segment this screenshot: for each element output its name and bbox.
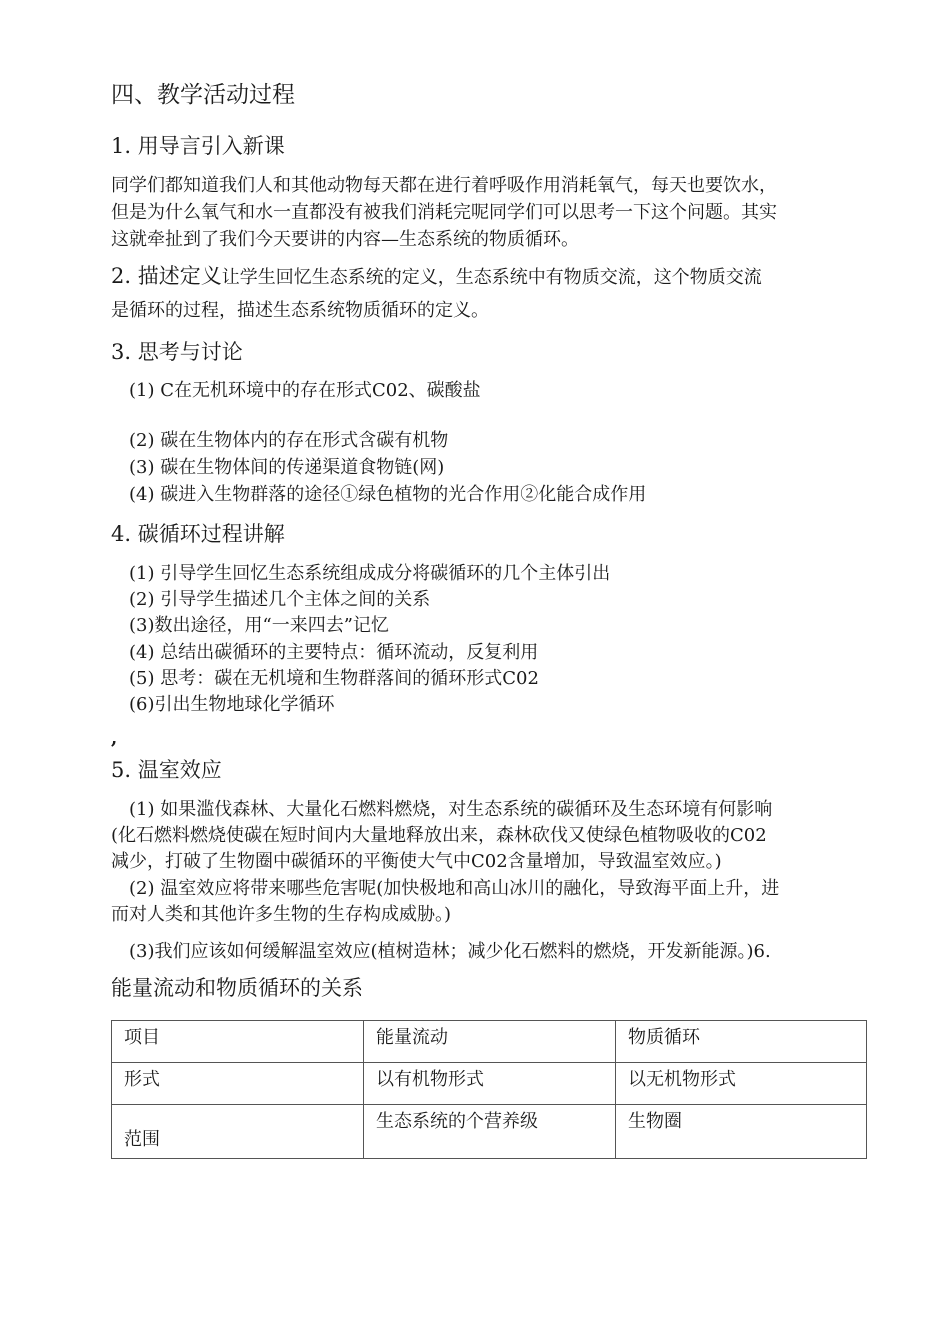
paragraph-1-line-3: 这就牵扯到了我们今天要讲的内容—生态系统的物质循环。 bbox=[111, 229, 579, 250]
section-title: 四、教学活动过程 bbox=[111, 82, 295, 108]
paragraph-5-line-1: (1) 如果滥伐森林、大量化石燃料燃烧，对生态系统的碳循环及生态环境有何影响 bbox=[129, 799, 773, 820]
table-cell: 形式 bbox=[112, 1063, 364, 1105]
paragraph-1-line-2: 但是为什么氧气和水一直都没有被我们消耗完呢同学们可以思考一下这个问题。其实 bbox=[111, 202, 777, 223]
paragraph-5-line-4: (2) 温室效应将带来哪些危害呢(加快极地和高山冰川的融化，导致海平面上升，进 bbox=[129, 878, 780, 899]
heading-3: 3. 思考与讨论 bbox=[111, 340, 243, 364]
table-cell: 生态系统的个营养级 bbox=[364, 1105, 616, 1159]
list-item: (2) 引导学生描述几个主体之间的关系 bbox=[129, 589, 431, 610]
table-cell: 生物圈 bbox=[616, 1105, 867, 1159]
stray-mark: , bbox=[111, 728, 118, 749]
table-cell: 物质循环 bbox=[616, 1021, 867, 1063]
list-item: (2) 碳在生物体内的存在形式含碳有机物 bbox=[129, 430, 449, 451]
heading-1: 1. 用导言引入新课 bbox=[111, 134, 285, 158]
paragraph-5-line-2: (化石燃料燃烧使碳在短时间内大量地释放出来，森林砍伐又使绿色植物吸收的C02 bbox=[111, 825, 767, 846]
heading-5: 5. 温室效应 bbox=[111, 758, 222, 782]
list-item: (5) 思考：碳在无机境和生物群落间的循环形式C02 bbox=[129, 668, 539, 689]
comparison-table bbox=[111, 1020, 867, 1159]
list-item: (1) 引导学生回忆生态系统组成成分将碳循环的几个主体引出 bbox=[129, 563, 611, 584]
table-cell: 以无机物形式 bbox=[616, 1063, 867, 1105]
table-header-row bbox=[112, 1021, 867, 1063]
list-item: (3)数出途径，用“一来四去”记忆 bbox=[129, 615, 389, 636]
heading-2-line bbox=[111, 266, 762, 287]
table-cell: 项目 bbox=[112, 1021, 364, 1063]
paragraph-1-line-1: 同学们都知道我们人和其他动物每天都在进行着呼吸作用消耗氧气，每天也要饮水， bbox=[111, 175, 777, 196]
table-cell-text: 范围 bbox=[124, 1129, 160, 1150]
paragraph-5-line-5: 而对人类和其他许多生物的生存构成威胁。) bbox=[111, 904, 452, 925]
list-item: (4) 碳进入生物群落的途径①绿色植物的光合作用②化能合成作用 bbox=[129, 484, 647, 505]
list-item: (6)引出生物地球化学循环 bbox=[129, 694, 335, 715]
list-item: (3) 碳在生物体间的传递渠道食物链(网) bbox=[129, 457, 445, 478]
table-row bbox=[112, 1063, 867, 1105]
table-cell: 以有机物形式 bbox=[364, 1063, 616, 1105]
heading-2: 2. 描述定义 bbox=[111, 264, 222, 288]
list-item: (4) 总结出碳循环的主要特点：循环流动，反复利用 bbox=[129, 642, 539, 663]
paragraph-5-line-3: 减少，打破了生物圈中碳循环的平衡使大气中C02含量增加，导致温室效应。) bbox=[111, 851, 722, 872]
paragraph-2-line-2: 是循环的过程，描述生态系统物质循环的定义。 bbox=[111, 300, 489, 321]
table-cell bbox=[112, 1105, 364, 1159]
heading-4: 4. 碳循环过程讲解 bbox=[111, 522, 285, 546]
table-row bbox=[112, 1105, 867, 1159]
heading-2-inline-text: 让学生回忆生态系统的定义，生态系统中有物质交流，这个物质交流 bbox=[221, 267, 762, 288]
paragraph-5-line-6: (3)我们应该如何缓解温室效应(植树造林；减少化石燃料的燃烧，开发新能源。)6. bbox=[129, 941, 771, 962]
table-cell: 能量流动 bbox=[364, 1021, 616, 1063]
heading-6: 能量流动和物质循环的关系 bbox=[111, 976, 363, 1000]
list-item: (1) C在无机环境中的存在形式C02、碳酸盐 bbox=[129, 380, 481, 401]
